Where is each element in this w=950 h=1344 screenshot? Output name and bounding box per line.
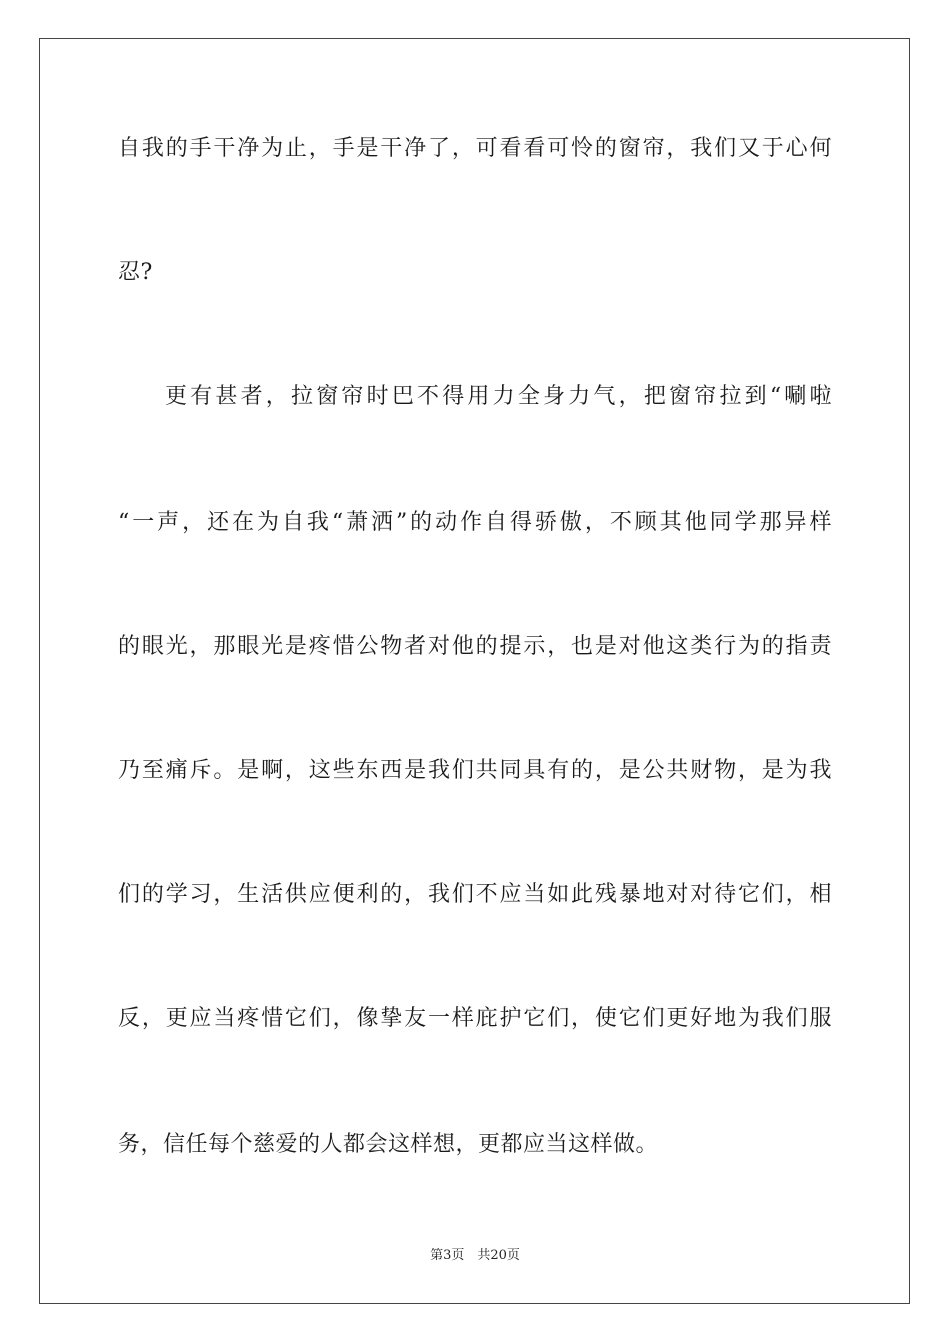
paragraph-line-6: 乃至痛斥。是啊，这些东西是我们共同具有的，是公共财物，是为我 — [118, 758, 832, 783]
paragraph-line-1: 自我的手干净为止，手是干净了，可看看可怜的窗帘，我们又于心何 — [118, 136, 832, 161]
paragraph-line-3: 更有甚者，拉窗帘时巴不得用力全身力气，把窗帘拉到“唰啦 — [165, 384, 832, 409]
paragraph-line-7: 们的学习，生活供应便利的，我们不应当如此残暴地对对待它们，相 — [118, 882, 832, 907]
paragraph-line-2: 忍? — [118, 260, 153, 285]
paragraph-line-4: “一声，还在为自我“萧洒”的动作自得骄傲，不顾其他同学那异样 — [118, 510, 832, 535]
page-border — [39, 38, 910, 1304]
page-number-footer: 第3页 共20页 — [430, 1248, 520, 1263]
paragraph-line-9: 务，信任每个慈爱的人都会这样想，更都应当这样做。 — [118, 1132, 659, 1157]
paragraph-line-8: 反，更应当疼惜它们，像挚友一样庇护它们，使它们更好地为我们服 — [118, 1006, 832, 1031]
paragraph-line-5: 的眼光，那眼光是疼惜公物者对他的提示，也是对他这类行为的指责 — [118, 634, 832, 659]
